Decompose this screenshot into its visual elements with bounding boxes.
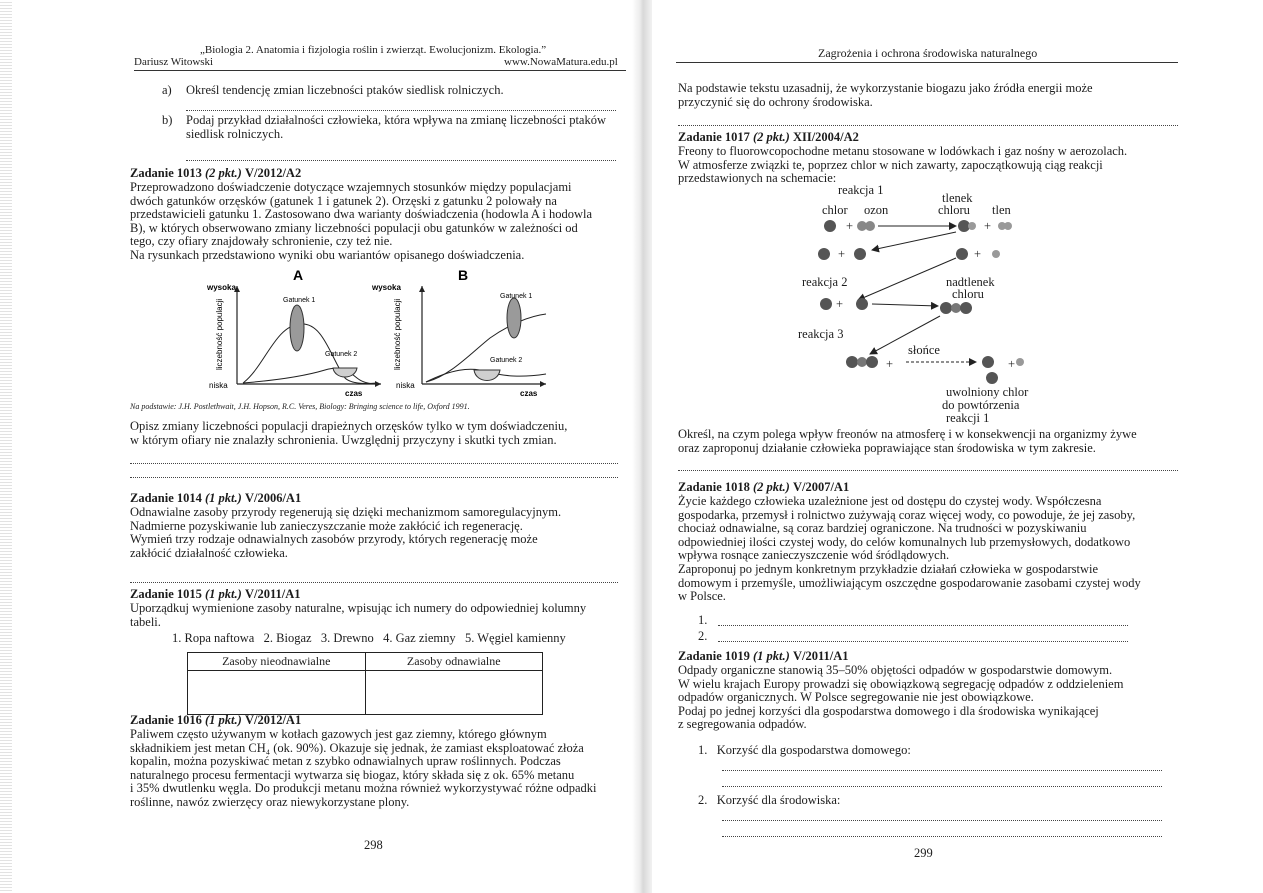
chlorine-oxide-molecule-icon xyxy=(968,222,976,230)
species-1-label: Gatunek 1 xyxy=(283,297,316,304)
chlorine-oxide-label-2: chloru xyxy=(938,203,970,217)
y-axis-label: liczebność populacji xyxy=(393,298,402,370)
reaction-arrow xyxy=(858,258,956,300)
task-heading-1017 xyxy=(678,131,859,145)
header-book-title: „Biologia 2. Anatomia i fizjologia roślin i zwierząt. Ewolucjonizm. Ekologia.” xyxy=(200,44,547,56)
text-line: Odpady organiczne stanowią 35–50% objętości odpadów w gospodarstwie domowym. xyxy=(678,663,1113,677)
text-line: wpływa rosnące zanieczyszczenie wód śródlądowych. xyxy=(678,548,950,563)
task-text: Opisz zmiany liczebności populacji drapieżnych orzęsków tylko w tym doświadczeniu, xyxy=(130,419,568,433)
text-line: składnikiem jest metan CH₄ (ok. 90%). Okazuje się jednak, że zamiast eksploatować złoża xyxy=(130,740,584,755)
text-line: roślinne, nawóz zwierzęcy oraz niewykorzystane plony. xyxy=(130,794,410,809)
y-axis-label: liczebność populacji xyxy=(215,298,224,370)
chlorine-label: chlor xyxy=(822,203,848,217)
answer-line[interactable] xyxy=(718,625,1128,626)
species-2-curve xyxy=(243,368,377,384)
task-points: (1 pkt.) xyxy=(205,491,242,505)
reaction-arrow xyxy=(872,304,938,306)
text-line: dwóch gatunków orzęsków (gatunek 1 i gatunek 2). Orzęski z gatunku 2 polowały na xyxy=(130,193,557,208)
y-axis-arrow xyxy=(419,286,425,292)
text-line: Wymień trzy rodzaje odnawialnych zasobów przyrody, których regenerację może xyxy=(130,532,538,547)
chlorine-oxide-molecule-icon xyxy=(854,248,866,260)
task-heading-1016 xyxy=(130,714,301,728)
chlorine-atom-icon xyxy=(982,356,994,368)
oxygen-molecule-icon xyxy=(1016,358,1024,366)
reaction-2-label: reakcja 2 xyxy=(802,275,848,289)
answer-line[interactable] xyxy=(678,470,1178,471)
answer-line[interactable] xyxy=(722,836,1162,837)
task-text: w którym ofiary nie znalazły schronienia. Uwzględnij przyczyny i skutki tych zmian. xyxy=(130,433,557,447)
released-chlorine-label-2: do powtórzenia xyxy=(942,398,1020,412)
text-line: tego, czy ofiary znajdowały schronienie, czy też nie. xyxy=(130,234,393,249)
benefit-environment-label: 2. Korzyść dla środowiska: xyxy=(698,793,841,807)
figure-source: Na podstawie: J.H. Postlethwait, J.H. Hopson, R.C. Veres, Biology: Bringing science to life, Oxford 1991. xyxy=(130,402,470,411)
task-label: Zadanie 1018 xyxy=(678,480,750,494)
task-body xyxy=(678,664,1188,732)
chlorine-peroxide-molecule-icon xyxy=(857,357,867,367)
resources-list: 1. Ropa naftowa 2. Biogaz 3. Drewno 4. Gaz ziemny 5. Węgiel kamienny xyxy=(172,631,566,645)
header-rule xyxy=(676,62,1178,63)
task-text: przyczynić się do ochrony środowiska. xyxy=(678,95,873,109)
task-label: Zadanie 1013 xyxy=(130,166,202,180)
ozone-label: ozon xyxy=(864,203,889,217)
text-line: gospodarka, przemysł i rolnictwo zużywają coraz więcej wody, co powoduje, że jej zasoby, xyxy=(678,507,1136,522)
plus-sign: + xyxy=(846,219,854,233)
species-2-label: Gatunek 2 xyxy=(490,357,523,364)
task-label: Zadanie 1017 xyxy=(678,130,750,144)
text-line: odpowiedniej ilości czystej wody, do celów komunalnych lub przemysłowych, dodatkowo xyxy=(678,534,1131,549)
ciliate-species-2-icon xyxy=(474,370,500,381)
y-high-label: wysoka xyxy=(372,283,401,292)
task-text: oraz zaproponuj działanie człowieka poprawiające stan środowiska w tym zakresie. xyxy=(678,441,1096,455)
task-code: V/2007/A1 xyxy=(792,480,850,494)
oxygen-label: tlen xyxy=(992,203,1011,217)
task-code: V/2011/A1 xyxy=(244,587,301,601)
oxygen-molecule-icon xyxy=(1004,222,1012,230)
ciliate-species-1-icon xyxy=(290,305,304,351)
task-heading-1018 xyxy=(678,481,849,495)
chlorine-oxide-molecule-icon xyxy=(818,248,830,260)
page-number: 299 xyxy=(914,846,933,860)
task-points: (2 pkt.) xyxy=(205,166,242,180)
text-line: Przeprowadzono doświadczenie dotyczące wzajemnych stosunków między populacjami xyxy=(130,180,572,194)
task-text: Określ, na czym polega wpływ freonów na atmosferę i w konsekwencji na organizmy żywe xyxy=(678,427,1137,441)
answer-line[interactable] xyxy=(722,820,1162,821)
task-code: V/2011/A1 xyxy=(792,649,849,663)
right-page xyxy=(646,0,1263,893)
text-line: naturalnego procesu fermentacji wytwarza się biogaz, który składa się z ok. 65% metanu xyxy=(130,767,575,782)
answer-line[interactable] xyxy=(678,125,1178,126)
text-line: B), w których obserwowano zmiany liczebności populacji obu gatunków w zależności od xyxy=(130,220,578,235)
text-line: odpadów organicznych. W Polsce segregowanie nie jest obowiązkowe. xyxy=(678,690,1034,705)
task-body xyxy=(130,728,630,810)
header-author: Dariusz Witowski xyxy=(134,56,214,68)
task-label: Zadanie 1015 xyxy=(130,587,202,601)
resources-table xyxy=(187,652,543,715)
task-points: (1 pkt.) xyxy=(205,587,242,601)
sunlight-label: słońce xyxy=(908,343,940,357)
text-line: i 35% dwutlenku węgla. Do produkcji metanu można również wykorzystywać różne odpadki xyxy=(130,781,597,796)
ozone-reaction-scheme xyxy=(796,182,1056,426)
task-points: (1 pkt.) xyxy=(753,649,790,663)
text-line: Freony to fluorowcopochodne metanu stosowane w lodówkach i gaz nośny w aerozolach. xyxy=(678,144,1128,158)
figure-a-title: A xyxy=(293,267,304,283)
question-b-label: b) xyxy=(162,113,173,127)
chlorine-oxide-label-1: tlenek xyxy=(942,191,973,205)
chlorine-peroxide-label-2: chloru xyxy=(952,287,984,301)
task-points: (2 pkt.) xyxy=(753,130,790,144)
question-a-label: a) xyxy=(162,83,172,97)
species-1-label: Gatunek 1 xyxy=(500,293,533,300)
text-line: w Polsce. xyxy=(678,589,726,604)
answer-line[interactable] xyxy=(186,110,616,111)
task-code: V/2006/A1 xyxy=(244,491,302,505)
answer-cell-nonrenewable[interactable] xyxy=(188,671,366,715)
chlorine-peroxide-molecule-icon xyxy=(846,356,858,368)
y-high-label: wysoka xyxy=(207,283,236,292)
x-axis-label: czas xyxy=(520,389,538,398)
text-line: Zaproponuj po jednym konkretnym przykładzie działań człowieka w gospodarstwie xyxy=(678,561,1099,576)
task-heading-1015 xyxy=(130,588,301,602)
ozone-molecule-icon xyxy=(865,221,875,231)
task-text: tabeli. xyxy=(130,615,161,629)
text-line: Paliwem często używanym w kotłach gazowych jest gaz ziemny, którego głównym xyxy=(130,727,547,741)
task-code: V/2012/A2 xyxy=(244,166,302,180)
text-line: zakłócić działalność człowieka. xyxy=(130,545,288,560)
text-line: W wielu krajach Europy prowadzi się obowiązkową segregację odpadów z oddzieleniem xyxy=(678,676,1124,691)
figure-b xyxy=(370,266,550,400)
column-header-nonrenewable: Zasoby nieodnawialne xyxy=(188,653,366,671)
header-rule xyxy=(134,70,626,71)
text-line: Nadmierne pozyskiwanie lub zanieczyszczanie może zakłócić ich regenerację. xyxy=(130,518,523,533)
chlorine-oxide-molecule-icon xyxy=(856,298,868,310)
reaction-1-label: reakcja 1 xyxy=(838,183,884,197)
header-section-title: Zagrożenia i ochrona środowiska naturalnego xyxy=(818,46,1038,60)
header-url: www.NowaMatura.edu.pl xyxy=(504,56,618,68)
chlorine-oxide-molecule-icon xyxy=(956,248,968,260)
oxygen-molecule-icon xyxy=(992,250,1000,258)
text-line: chociaż odnawialne, są coraz bardziej ograniczone. Na trudności w pozyskiwaniu xyxy=(678,521,1087,536)
chlorine-atom-icon xyxy=(986,372,998,384)
y-low-label: niska xyxy=(209,381,228,390)
answer-cell-renewable[interactable] xyxy=(365,671,543,715)
text-line: z segregowania odpadów. xyxy=(678,717,807,732)
answer-item-number: 2. xyxy=(698,629,708,643)
plus-sign: + xyxy=(984,219,992,233)
released-chlorine-label-3: reakcji 1 xyxy=(946,411,990,425)
y-low-label: niska xyxy=(396,381,415,390)
text-line: W atmosferze związki te, poprzez chlor w nich zawarty, zapoczątkowują ciąg reakcji xyxy=(678,157,1103,172)
chlorine-oxide-molecule-icon xyxy=(820,298,832,310)
answer-line[interactable] xyxy=(130,463,618,464)
task-points: (2 pkt.) xyxy=(753,480,790,494)
answer-line[interactable] xyxy=(130,582,618,583)
answer-line[interactable] xyxy=(718,641,1128,642)
text-line: Na rysunkach przedstawiono wyniki obu wariantów opisanego doświadczenia. xyxy=(130,247,525,262)
task-code: XII/2004/A2 xyxy=(792,130,859,144)
ciliate-species-1-icon xyxy=(507,298,521,338)
task-label: Zadanie 1016 xyxy=(130,713,202,727)
chlorine-peroxide-molecule-icon xyxy=(940,302,952,314)
chlorine-atom-icon xyxy=(824,220,836,232)
task-body xyxy=(678,495,1188,604)
question-b-text: Podaj przykład działalności człowieka, która wpływa na zmianę liczebności ptaków xyxy=(186,113,606,127)
released-chlorine-label-1: uwolniony chlor xyxy=(946,385,1029,399)
task-heading-1019 xyxy=(678,650,849,664)
answer-line[interactable] xyxy=(130,477,618,478)
text-line: kopalin, można pozyskiwać metan z szybko odnawialnych upraw roślinnych. Podczas xyxy=(130,754,561,769)
answer-line[interactable] xyxy=(722,786,1162,787)
answer-item-number: 1. xyxy=(698,613,708,627)
figure-b-title: B xyxy=(458,267,469,283)
task-text: Uporządkuj wymienione zasoby naturalne, wpisując ich numery do odpowiedniej kolumny xyxy=(130,601,587,615)
question-b-text: siedlisk rolniczych. xyxy=(186,127,284,141)
task-label: Zadanie 1019 xyxy=(678,649,750,663)
text-line: Podaj po jednej korzyści dla gospodarstwa domowego i dla środowiska wynikającej xyxy=(678,703,1099,718)
plus-sign: + xyxy=(886,357,894,371)
chlorine-peroxide-molecule-icon xyxy=(951,303,961,313)
column-header-renewable: Zasoby odnawialne xyxy=(365,653,543,671)
answer-line[interactable] xyxy=(722,770,1162,771)
chlorine-peroxide-molecule-icon xyxy=(866,356,878,368)
plus-sign: + xyxy=(974,247,982,261)
page-number: 298 xyxy=(364,838,383,852)
task-body xyxy=(130,181,630,263)
task-heading-1014 xyxy=(130,492,301,506)
task-text: Na podstawie tekstu uzasadnij, że wykorzystanie biogazu jako źródła energii może xyxy=(678,81,1093,95)
task-body xyxy=(678,145,1188,186)
plus-sign: + xyxy=(1008,357,1016,371)
x-axis-arrow xyxy=(540,381,546,387)
chlorine-peroxide-molecule-icon xyxy=(960,302,972,314)
task-code: V/2012/A1 xyxy=(244,713,302,727)
x-axis-label: czas xyxy=(345,389,363,398)
reaction-3-label: reakcja 3 xyxy=(798,327,844,341)
benefit-household-label: 1. Korzyść dla gospodarstwa domowego: xyxy=(698,743,911,757)
text-line: przedstawionych na schemacie: xyxy=(678,171,837,186)
reaction-arrow xyxy=(872,232,956,250)
text-line: przedstawicieli gatunku 1. Zastosowano dwa warianty doświadczenia (hodowla A i hodowla xyxy=(130,207,593,222)
figure-a xyxy=(205,266,385,400)
text-line: Życie każdego człowieka uzależnione jest od dostępu do czystej wody. Współczesna xyxy=(678,494,1102,508)
species-2-label: Gatunek 2 xyxy=(325,351,358,358)
question-a-text: Określ tendencję zmian liczebności ptaków siedlisk rolniczych. xyxy=(186,83,504,97)
text-line: Odnawialne zasoby przyrody regenerują się dzięki mechanizmom samoregulacyjnym. xyxy=(130,505,562,519)
answer-line[interactable] xyxy=(186,160,616,161)
task-body xyxy=(130,506,630,560)
plus-sign: + xyxy=(836,297,844,311)
task-label: Zadanie 1014 xyxy=(130,491,202,505)
task-points: (1 pkt.) xyxy=(205,713,242,727)
plus-sign: + xyxy=(838,247,846,261)
text-line: domowym i przemyśle, umożliwiającym oszczędne gospodarowanie zasobami czystej wody xyxy=(678,575,1141,590)
chlorine-peroxide-label-1: nadtlenek xyxy=(946,275,995,289)
task-heading-1013 xyxy=(130,167,301,181)
